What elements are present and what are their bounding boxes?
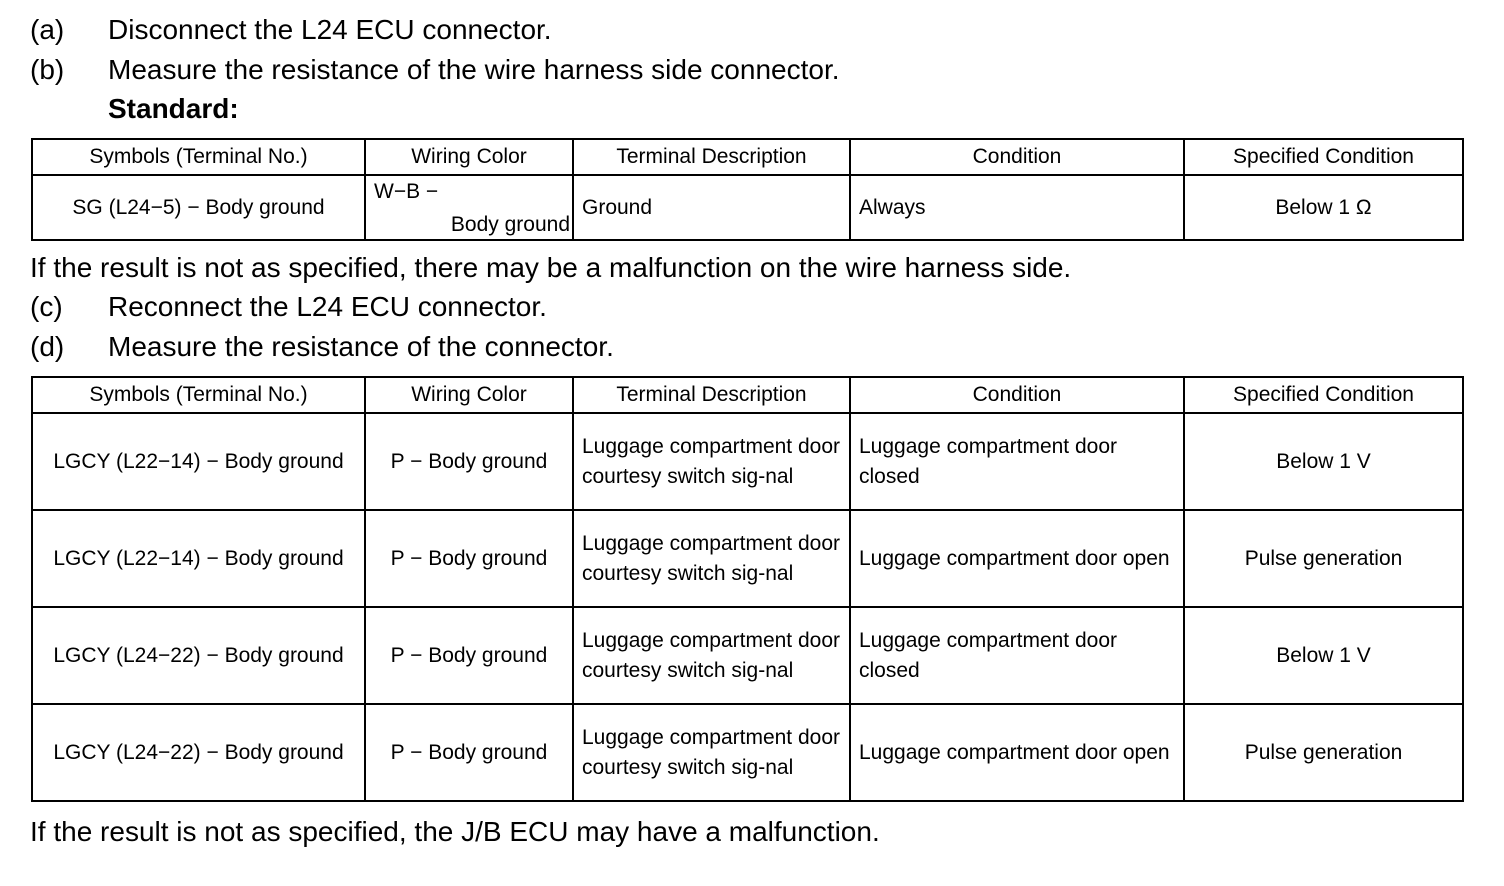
cell-terminal-description: Luggage compartment door courtesy switch sig-nal [573,413,850,510]
step-b-text: Measure the resistance of the wire harness side connector. [108,54,840,85]
header-wiring-color: Wiring Color [365,377,573,413]
step-a-text: Disconnect the L24 ECU connector. [108,14,552,45]
cell-specified-condition: Pulse generation [1184,704,1463,801]
cell-specified-condition: Below 1 V [1184,413,1463,510]
cell-condition: Luggage compartment door open [850,704,1184,801]
standard-heading: Standard: [108,93,239,124]
table-header-row [32,139,1463,175]
table-row [32,704,1463,801]
resistance-table-wire-harness [31,138,1464,241]
step-a-label: (a) [30,14,65,45]
cell-wiring-color: P − Body ground [365,510,573,607]
header-terminal-description: Terminal Description [573,139,850,175]
cell-condition: Always [850,175,1184,240]
cell-specified-condition: Below 1 Ω [1184,175,1463,240]
table-header-row [32,377,1463,413]
cell-wiring-color: P − Body ground [365,413,573,510]
cell-condition: Luggage compartment door open [850,510,1184,607]
header-condition: Condition [850,139,1184,175]
step-b [30,54,840,86]
note-jb-ecu: If the result is not as specified, the J/B ECU may have a malfunction. [30,816,880,847]
resistance-table-connector [31,376,1464,802]
note-wire-harness: If the result is not as specified, there may be a malfunction on the wire harness side. [30,252,1072,283]
cell-symbols: LGCY (L24−22) − Body ground [32,607,365,704]
wiring-color-bottom: Body ground [450,213,570,236]
cell-symbols: SG (L24−5) − Body ground [32,175,365,240]
step-a [30,14,552,46]
header-terminal-description: Terminal Description [573,377,850,413]
cell-condition: Luggage compartment door closed [850,413,1184,510]
cell-symbols: LGCY (L24−22) − Body ground [32,704,365,801]
cell-wiring-color: P − Body ground [365,704,573,801]
cell-symbols: LGCY (L22−14) − Body ground [32,510,365,607]
step-c-text: Reconnect the L24 ECU connector. [108,291,547,322]
step-c-label: (c) [30,291,63,322]
step-d-label: (d) [30,331,65,362]
table-row [32,607,1463,704]
cell-symbols: LGCY (L22−14) − Body ground [32,413,365,510]
cell-wiring-color: P − Body ground [365,607,573,704]
wiring-color-top: W−B − [374,180,439,203]
step-c [30,291,547,323]
header-symbols: Symbols (Terminal No.) [32,139,365,175]
cell-wiring-color [365,175,573,240]
cell-specified-condition: Below 1 V [1184,607,1463,704]
table-row [32,413,1463,510]
header-specified-condition: Specified Condition [1184,139,1463,175]
step-b-label: (b) [30,54,65,85]
cell-terminal-description: Ground [573,175,850,240]
header-wiring-color: Wiring Color [365,139,573,175]
header-specified-condition: Specified Condition [1184,377,1463,413]
step-d [30,331,614,363]
step-d-text: Measure the resistance of the connector. [108,331,614,362]
cell-terminal-description: Luggage compartment door courtesy switch sig-nal [573,607,850,704]
header-symbols: Symbols (Terminal No.) [32,377,365,413]
header-condition: Condition [850,377,1184,413]
table-row [32,175,1463,240]
cell-terminal-description: Luggage compartment door courtesy switch sig-nal [573,704,850,801]
cell-condition: Luggage compartment door closed [850,607,1184,704]
table-row [32,510,1463,607]
cell-specified-condition: Pulse generation [1184,510,1463,607]
cell-terminal-description: Luggage compartment door courtesy switch sig-nal [573,510,850,607]
